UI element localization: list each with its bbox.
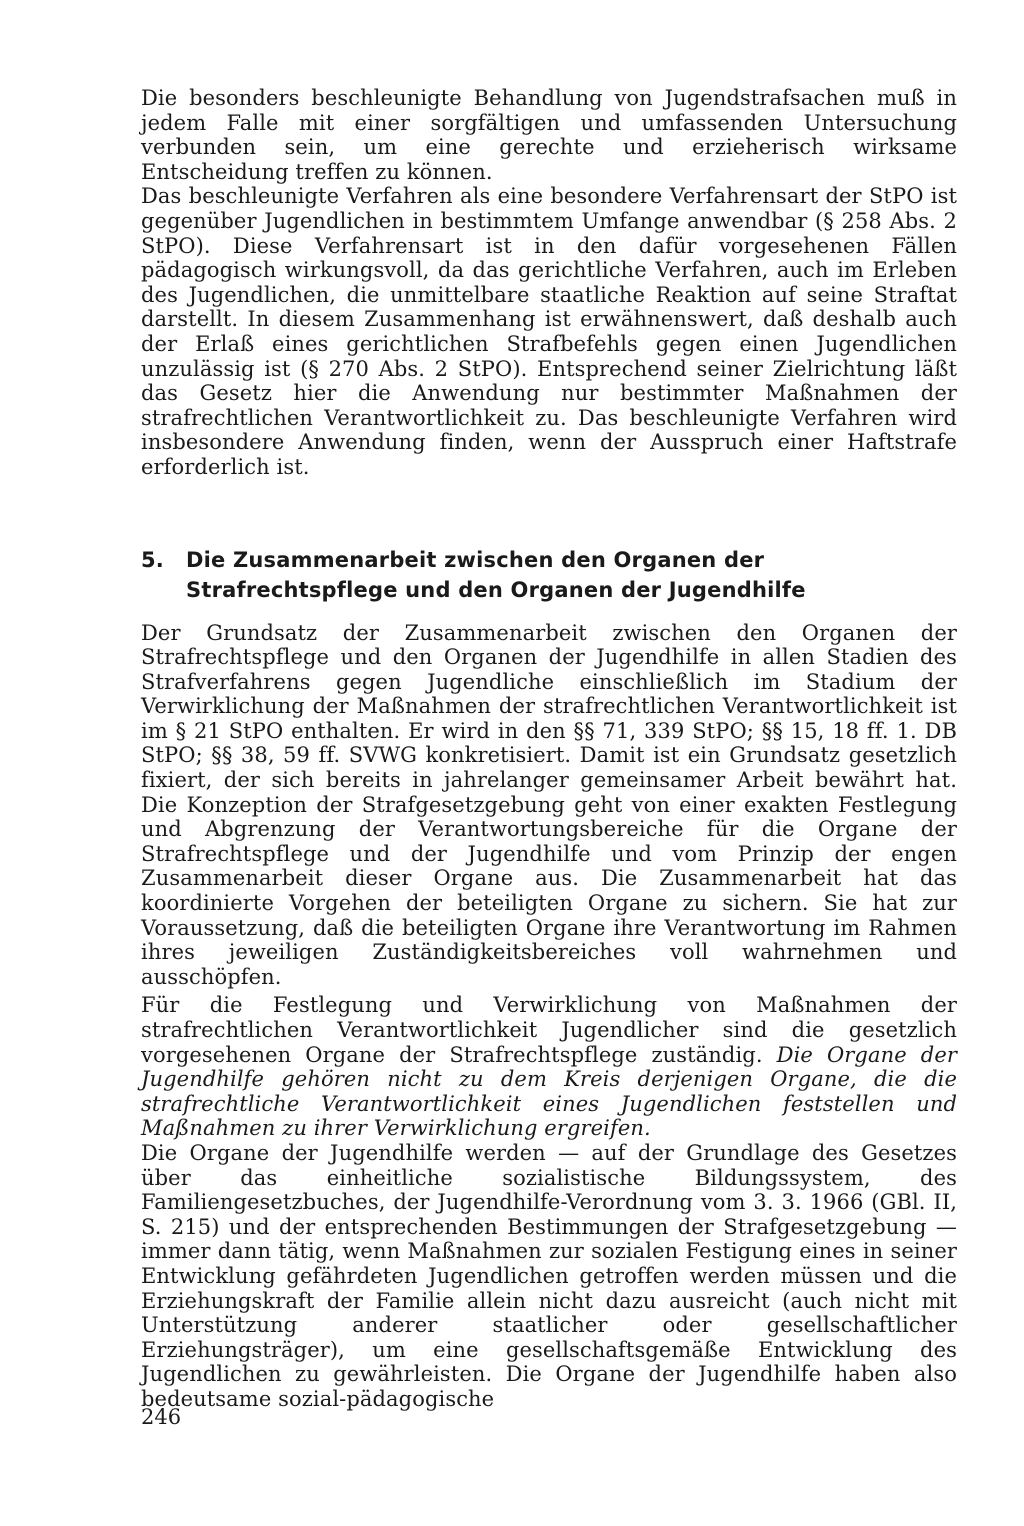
paragraph-intro: Die besonders beschleunigte Behandlung von Jugendstrafsachen muß in jedem Falle mit einer sorgfältigen und umfassenden Untersuchung verbunden sein, um eine gerechte und erzieherisch wirksame Entscheidung treffen zu können. (141, 86, 957, 184)
paragraph-responsibility (141, 993, 957, 1141)
section-body (141, 621, 957, 1412)
paragraph-responsibility-italic: Die Organe der Jugendhilfe gehören nicht zu dem Kreis derjenigen Organe, die die strafrechtliche Verantwortlichkeit eines Jugendlichen feststellen und Maßnahmen zu ihrer Verwirklichung ergreifen. (141, 1042, 957, 1141)
paragraph-responsibility-regular: Für die Festlegung und Verwirklichung von Maßnahmen der strafrechtlichen Verantwortlichkeit Jugendlicher sind die gesetzlich vorgesehenen Organe der Strafrechtspflege zuständig. (141, 993, 957, 1067)
paragraph-cooperation-principle: Der Grundsatz der Zusammenarbeit zwischen den Organen der Strafrechtspflege und den Organen der Jugendhilfe in allen Stadien des Strafverfahrens gegen Jugendliche einschließlich im Stadium der Verwirklichung der Maßnahmen der strafrechtlichen Verantwortlichkeit ist im § 21 StPO enthalten. Er wird in den §§ 71, 339 StPO; §§ 15, 18 ff. 1. DB StPO; §§ 38, 59 ff. SVWG konkretisiert. Damit ist ein Grundsatz gesetzlich fixiert, der sich bereits in jahrelanger gemeinsamer Arbeit bewährt hat. Die Konzeption der Strafgesetzgebung geht von einer exakten Festlegung und Abgrenzung der Verantwortungsbereiche für die Organe der Strafrechtspflege und der Jugendhilfe und vom Prinzip der engen Zusammenarbeit dieser Organe aus. Die Zusammenarbeit hat das koordinierte Vorgehen der beteiligten Organe zu sichern. Sie hat zur Voraussetzung, daß die beteiligten Organe ihre Verantwortung im Rahmen ihres jeweiligen Zuständigkeitsbereiches voll wahrnehmen und ausschöpfen. (141, 620, 957, 989)
paragraph-accelerated-procedure: Das beschleunigte Verfahren als eine besondere Verfahrensart der StPO ist gegenüber Jugendlichen in bestimmtem Umfange anwendbar (§ 258 Abs. 2 StPO). Diese Verfahrensart ist in den dafür vorgesehenen Fällen pädagogisch wirkungsvoll, da das gerichtliche Verfahren, auch im Erleben des Jugendlichen, die unmittelbare staatliche Reaktion auf seine Straftat darstellt. In diesem Zusammenhang ist erwähnenswert, daß deshalb auch der Erlaß eines gerichtlichen Strafbefehls gegen einen Jugendlichen unzulässig ist (§ 270 Abs. 2 StPO). Entsprechend seiner Zielrichtung läßt das Gesetz hier die Anwendung nur bestimmter Maßnahmen der strafrechtlichen Verantwortlichkeit zu. Das beschleunigte Verfahren wird insbesondere Anwendung finden, wenn der Ausspruch einer Haftstrafe erforderlich ist. (141, 184, 957, 479)
page-text-column (141, 86, 957, 1412)
section-number: 5. (141, 547, 164, 572)
page-number: 246 (141, 1405, 182, 1429)
paragraph-youth-welfare-organs: Die Organe der Jugendhilfe werden — auf der Grundlage des Gesetzes über das einheitliche sozialistische Bildungssystem, des Familiengesetzbuches, der Jugendhilfe-Verordnung vom 3. 3. 1966 (GBl. II, S. 215) und der entsprechenden Bestimmungen der Strafgesetzgebung — immer dann tätig, wenn Maßnahmen zur sozialen Festigung eines in seiner Entwicklung gefährdeten Jugendlichen getroffen werden müssen und die Erziehungskraft der Familie allein nicht dazu ausreicht (auch nicht mit Unterstützung anderer staatlicher oder gesellschaftlicher Erziehungsträger), um eine gesellschaftsgemäße Entwicklung des Jugendlichen zu gewährleisten. Die Organe der Jugendhilfe haben also bedeutsame sozial-pädagogische (141, 1140, 957, 1411)
section-heading (141, 545, 957, 605)
section-title: Die Zusammenarbeit zwischen den Organen der Strafrechtspflege und den Organen der Jugendhilfe (186, 547, 806, 602)
